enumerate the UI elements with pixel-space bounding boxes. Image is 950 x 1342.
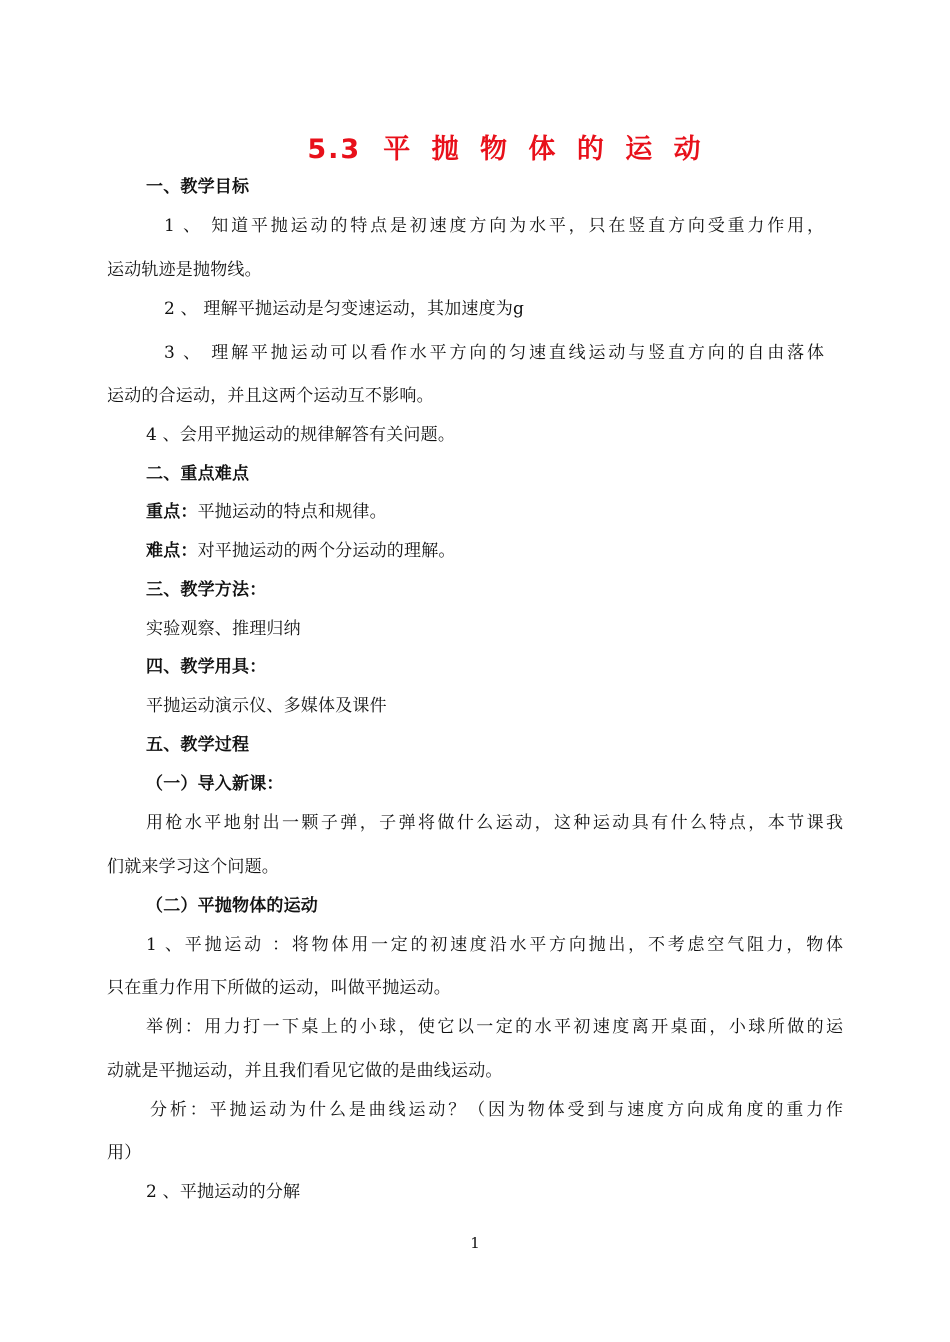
section-heading-tools: 四、教学用具： [146, 657, 267, 677]
objective-3-line-2: 运动的合运动，并且这两个运动互不影响。 [107, 386, 434, 406]
methods-text: 实验观察、推理归纳 [146, 619, 301, 639]
section-heading-methods: 三、教学方法： [146, 580, 267, 600]
title-number: 5.3 [307, 134, 362, 165]
analysis-line-2: 用） [107, 1143, 142, 1163]
definition-line-2: 只在重力作用下所做的运动，叫做平抛运动。 [107, 978, 451, 998]
intro-line-2: 们就来学习这个问题。 [107, 857, 279, 877]
key-point-label: 重点： [146, 502, 198, 522]
decomposition-heading: 2 、平抛运动的分解 [146, 1182, 301, 1202]
subsection-intro: （一）导入新课： [146, 774, 284, 794]
tools-text: 平抛运动演示仪、多媒体及课件 [146, 696, 387, 716]
objective-1-line-1: 1 、 知道平抛运动的特点是初速度方向为水平，只在竖直方向受重力作用， [164, 216, 824, 236]
section-heading-process: 五、教学过程 [146, 735, 250, 755]
objective-2: 2 、 理解平抛运动是匀变速运动，其加速度为g [164, 299, 525, 319]
difficult-point-text: 对平抛运动的两个分运动的理解。 [197, 541, 456, 561]
objective-3-line-1: 3 、 理解平抛运动可以看作水平方向的匀速直线运动与竖直方向的自由落体 [164, 343, 824, 363]
title-text: 平 抛 物 体 的 运 动 [383, 134, 707, 165]
example-line-2: 动就是平抛运动，并且我们看见它做的是曲线运动。 [107, 1061, 503, 1081]
key-point-text: 平抛运动的特点和规律。 [197, 502, 387, 522]
section-heading-objectives: 一、教学目标 [146, 177, 250, 197]
subsection-projectile: （二）平抛物体的运动 [146, 896, 318, 916]
section-heading-key-points: 二、重点难点 [146, 464, 250, 484]
definition-line-1: 1 、平抛运动 ：将物体用一定的初速度沿水平方向抛出，不考虑空气阻力，物体 [146, 935, 843, 955]
intro-line-1: 用枪水平地射出一颗子弹，子弹将做什么运动，这种运动具有什么特点，本节课我 [146, 813, 843, 833]
difficult-point [146, 541, 456, 561]
page-number: 1 [470, 1234, 480, 1252]
analysis-line-1: 分析：平抛运动为什么是曲线运动？（因为物体受到与速度方向成角度的重力作 [150, 1100, 843, 1120]
objective-4: 4 、会用平抛运动的规律解答有关问题。 [146, 425, 456, 445]
example-line-1: 举例：用力打一下桌上的小球，使它以一定的水平初速度离开桌面，小球所做的运 [146, 1017, 843, 1037]
page-title [0, 127, 950, 166]
key-point [146, 502, 387, 522]
objective-1-line-2: 运动轨迹是抛物线。 [107, 260, 262, 280]
difficult-point-label: 难点： [146, 541, 198, 561]
